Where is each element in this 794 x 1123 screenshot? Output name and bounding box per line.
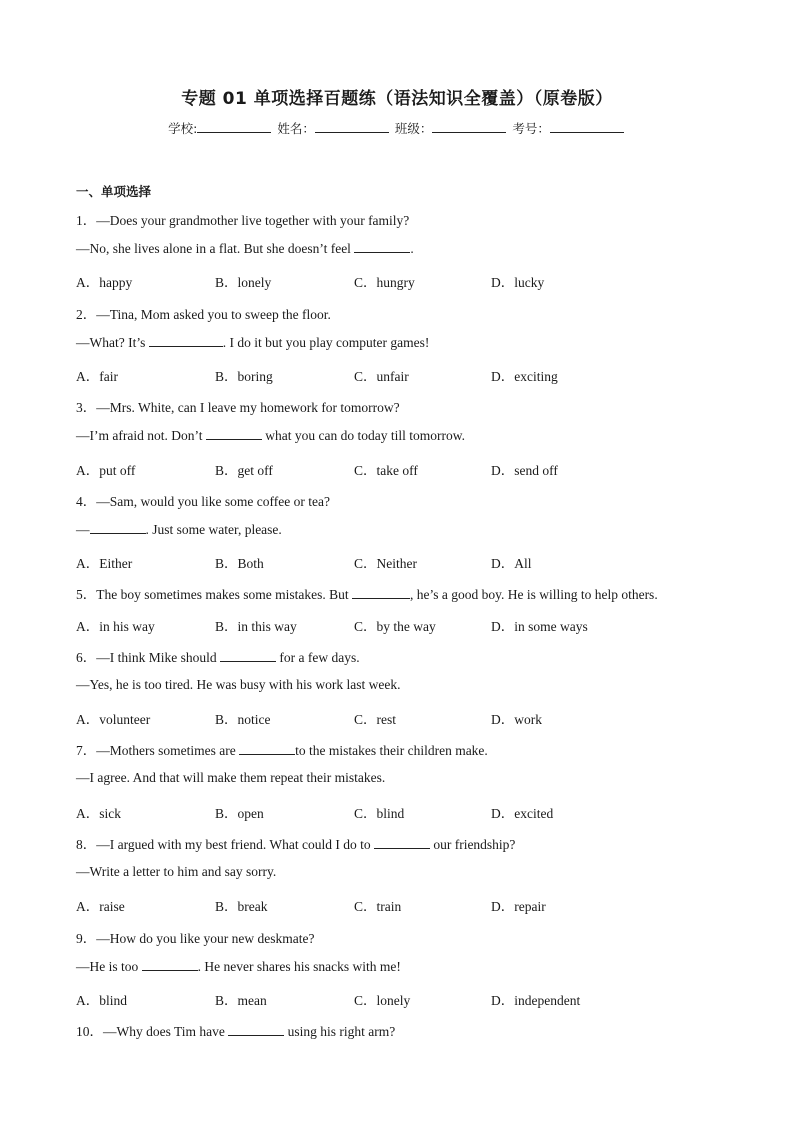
- question-1-line-2: —No, she lives alone in a flat. But she doesn’t feel .: [76, 241, 414, 256]
- answer-blank: [374, 836, 430, 849]
- answer-blank: [142, 958, 198, 971]
- option-d[interactable]: D．All: [491, 556, 532, 571]
- question-9-options: [76, 989, 716, 1007]
- option-b[interactable]: B．in this way: [215, 619, 297, 634]
- option-a[interactable]: A．Either: [76, 556, 133, 571]
- question-8-options: [76, 895, 716, 913]
- number-label: 考号：: [512, 121, 550, 136]
- option-b[interactable]: B．Both: [215, 556, 264, 571]
- option-a[interactable]: A．volunteer: [76, 712, 151, 727]
- question-5-line-1: 5．The boy sometimes makes some mistakes. But , he’s a good boy. He is willing to help others.: [76, 587, 658, 602]
- question-1-line-1: 1．—Does your grandmother live together with your family?: [76, 213, 410, 228]
- option-b[interactable]: B．break: [215, 899, 268, 914]
- option-a[interactable]: A．blind: [76, 993, 128, 1008]
- class-label: 班级：: [394, 121, 433, 136]
- option-d[interactable]: D．exciting: [491, 369, 558, 384]
- answer-blank: [220, 649, 276, 662]
- option-b[interactable]: B．boring: [215, 369, 273, 384]
- option-d[interactable]: D．lucky: [491, 275, 545, 290]
- option-d[interactable]: D．in some ways: [491, 619, 588, 634]
- answer-blank: [149, 334, 223, 347]
- question-1-options: [76, 271, 716, 289]
- option-c[interactable]: C．train: [354, 899, 402, 914]
- question-6-line-1: 6．—I think Mike should for a few days.: [76, 650, 360, 665]
- option-c[interactable]: C．rest: [354, 712, 396, 727]
- option-b[interactable]: B．notice: [215, 712, 271, 727]
- option-b[interactable]: B．lonely: [215, 275, 272, 290]
- option-d[interactable]: D．send off: [491, 463, 558, 478]
- question-9-line-2: —He is too . He never shares his snacks with me!: [76, 959, 401, 974]
- number-blank[interactable]: [550, 120, 624, 133]
- answer-blank: [354, 240, 410, 253]
- option-c[interactable]: C．blind: [354, 806, 405, 821]
- question-4-line-1: 4．—Sam, would you like some coffee or tea?: [76, 494, 330, 509]
- option-b[interactable]: B．mean: [215, 993, 267, 1008]
- answer-blank: [206, 427, 262, 440]
- option-d[interactable]: D．excited: [491, 806, 554, 821]
- student-info-row: [0, 119, 794, 137]
- name-blank[interactable]: [315, 120, 389, 133]
- question-2-options: [76, 365, 716, 383]
- option-a[interactable]: A．in his way: [76, 619, 155, 634]
- question-4-line-2: — . Just some water, please.: [76, 522, 282, 537]
- question-10-line-1: 10．—Why does Tim have using his right arm?: [76, 1024, 396, 1039]
- option-d[interactable]: D．independent: [491, 993, 581, 1008]
- page-title: 专题 01 单项选择百题练（语法知识全覆盖）（原卷版）: [181, 89, 613, 109]
- option-c[interactable]: C．take off: [354, 463, 418, 478]
- option-a[interactable]: A．put off: [76, 463, 136, 478]
- class-blank[interactable]: [432, 120, 506, 133]
- question-7-options: [76, 802, 716, 820]
- answer-blank: [352, 586, 410, 599]
- question-5-options: [76, 615, 716, 633]
- option-a[interactable]: A．sick: [76, 806, 121, 821]
- answer-blank: [239, 742, 295, 755]
- option-a[interactable]: A．happy: [76, 275, 133, 290]
- option-c[interactable]: C．unfair: [354, 369, 409, 384]
- option-b[interactable]: B．get off: [215, 463, 273, 478]
- answer-blank: [228, 1023, 284, 1036]
- question-8-line-1: 8．—I argued with my best friend. What could I do to our friendship?: [76, 837, 516, 852]
- question-3-line-2: —I’m afraid not. Don’t what you can do today till tomorrow.: [76, 428, 465, 443]
- name-label: 姓名：: [277, 121, 315, 136]
- option-c[interactable]: C．Neither: [354, 556, 417, 571]
- answer-blank: [90, 521, 146, 534]
- question-2-line-1: 2．—Tina, Mom asked you to sweep the floor.: [76, 307, 331, 322]
- option-c[interactable]: C．lonely: [354, 993, 411, 1008]
- question-4-options: [76, 552, 716, 570]
- question-7-line-2: —I agree. And that will make them repeat their mistakes.: [76, 770, 386, 785]
- question-3-options: [76, 459, 716, 477]
- question-6-line-2: —Yes, he is too tired. He was busy with his work last week.: [76, 677, 401, 692]
- question-7-line-1: 7．—Mothers sometimes are to the mistakes their children make.: [76, 743, 488, 758]
- school-label: 学校:: [168, 121, 198, 136]
- option-a[interactable]: A．fair: [76, 369, 118, 384]
- question-2-line-2: —What? It’s . I do it but you play computer games!: [76, 335, 430, 350]
- option-a[interactable]: A．raise: [76, 899, 125, 914]
- question-3-line-1: 3．—Mrs. White, can I leave my homework for tomorrow?: [76, 400, 400, 415]
- option-c[interactable]: C．hungry: [354, 275, 415, 290]
- school-blank[interactable]: [197, 120, 271, 133]
- option-d[interactable]: D．work: [491, 712, 542, 727]
- question-9-line-1: 9．—How do you like your new deskmate?: [76, 931, 315, 946]
- option-d[interactable]: D．repair: [491, 899, 546, 914]
- option-b[interactable]: B．open: [215, 806, 264, 821]
- question-8-line-2: —Write a letter to him and say sorry.: [76, 864, 277, 879]
- section-title: 一、单项选择: [76, 184, 152, 199]
- question-6-options: [76, 708, 716, 726]
- option-c[interactable]: C．by the way: [354, 619, 436, 634]
